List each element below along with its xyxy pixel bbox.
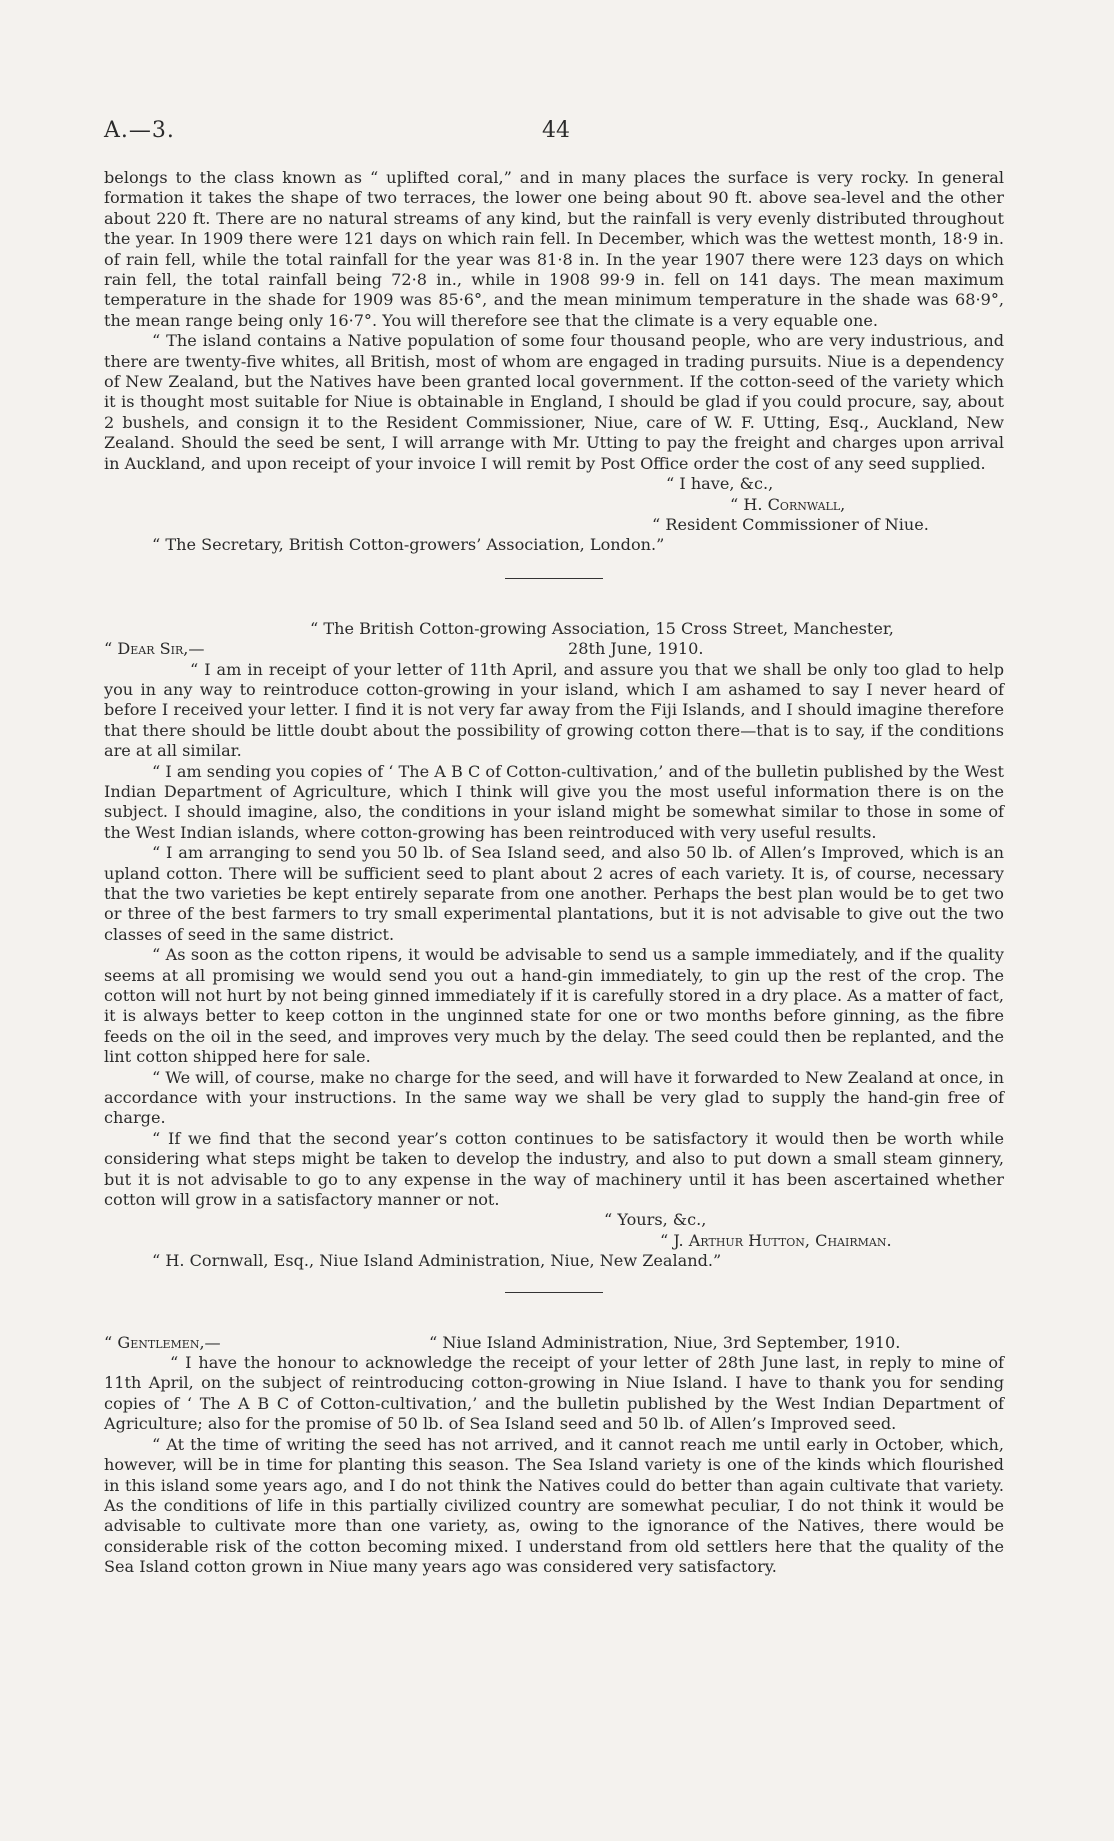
section-divider: [505, 1292, 603, 1293]
signature: “ J. Arthur Hutton, Chairman.: [660, 1230, 892, 1250]
paragraph: “ If we find that the second year’s cotton continues to be satisfactory it would then be worth while considering what steps might be taken to develop the industry, and also to put down a small steam ginnery, but it is not advisable to go to any expense in the way of machinery until it has been ascertained whether cotton will grow in a satisfactory manner or not.: [104, 1128, 1004, 1210]
sender-address: “ The British Cotton-growing Association, 15 Cross Street, Manchester,: [310, 618, 894, 638]
page-header: [104, 118, 1010, 146]
addressee: “ H. Cornwall, Esq., Niue Island Administration, Niue, New Zealand.”: [152, 1251, 722, 1271]
paragraph: “ The island contains a Native population of some four thousand people, who are very industrious, and there are twenty-five whites, all British, most of whom are engaged in trading pursuits. Niue is a dependency of New Zealand, but the Natives have been granted local government. If the cotton-seed of the variety which it is thought most suitable for Niue is obtainable in England, I should be glad if you could procure, say, about 2 bushels, and consign it to the Resident Commissioner, Niue, care of W. F. Utting, Esq., Auckland, New Zealand. Should the seed be sent, I will arrange with Mr. Utting to pay the freight and charges upon arrival in Auckland, and upon receipt of your invoice I will remit by Post Office order the cost of any seed supplied.: [104, 331, 1004, 473]
paragraph: “ We will, of course, make no charge for the seed, and will have it forwarded to New Zealand at once, in accordance with your instructions. In the same way we shall be very glad to supply the hand-gin free of charge.: [104, 1067, 1004, 1128]
salutation: “ Gentlemen,—: [104, 1332, 221, 1352]
letter-heading: [104, 619, 1004, 639]
closing: “ Yours, &c.,: [604, 1210, 707, 1230]
section-reference: A.—3.: [104, 118, 175, 143]
paragraph: “ I am in receipt of your letter of 11th April, and assure you that we shall be only too glad to help you in any way to reintroduce cotton-growing in your island, which I am ashamed to say I never heard of before I received your letter. I find it is not very far away from the Fiji Islands, and I should imagine therefore that there should be little doubt about the possibility of growing cotton there—that is to say, if the conditions are at all similar.: [104, 659, 1004, 761]
paragraph: “ I am sending you copies of ‘ The A B C of Cotton-cultivation,’ and of the bulletin published by the West Indian Department of Agriculture, which I think will give you the most useful information there is on the subject. I should imagine, also, the conditions in your island might be somewhat similar to those in some of the West Indian islands, where cotton-growing has been reintroduced with very useful results.: [104, 761, 1004, 842]
salutation: “ Dear Sir,—: [104, 639, 205, 659]
letter-heading: [104, 639, 1004, 659]
signature: “ H. Cornwall,: [730, 494, 846, 514]
paragraph: “ I am arranging to send you 50 lb. of Sea Island seed, and also 50 lb. of Allen’s Improved, which is an upland cotton. There will be sufficient seed to plant about 2 acres of each variety. It is, of course, necessary that the two varieties be kept entirely separate from one another. Perhaps the best plan would be to get two or three of the best farmers to try small experimental plantations, but it is not advisable to give out the two classes of seed in the same district.: [104, 843, 1004, 944]
letter-heading: [104, 1333, 1004, 1353]
addressee: “ The Secretary, British Cotton-growers’ Association, London.”: [152, 535, 665, 555]
paragraph: belongs to the class known as “ uplifted coral,” and in many places the surface is very rocky. In general formation it takes the shape of two terraces, the lower one being about 90 ft. above sea-level and the other about 220 ft. There are no natural streams of any kind, but the rainfall is very evenly distributed throughout the year. In 1909 there were 121 days on which rain fell. In December, which was the wettest month, 18·9 in. of rain fell, while the total rainfall for the year was 81·8 in. In the year 1907 there were 123 days on which rain fell, the total rainfall being 72·8 in., while in 1908 99·9 in. fell on 141 days. The mean maximum temperature in the shade for 1909 was 85·6°, and the mean minimum temperature in the shade was 68·9°, the mean range being only 16·7°. You will therefore see that the climate is a very equable one.: [104, 168, 1004, 330]
letter-date: 28th June, 1910.: [568, 639, 704, 659]
closing: “ I have, &c.,: [666, 474, 774, 494]
page-number: 44: [542, 118, 570, 143]
paragraph: “ At the time of writing the seed has not arrived, and it cannot reach me until early in October, which, however, will be in time for planting this season. The Sea Island variety is one of the kinds which flourished in this island some years ago, and I do not think the Natives could do better than again cultivate that variety. As the conditions of life in this partially civilized country are somewhat peculiar, I do not think it would be advisable to cultivate more than one variety, as, owing to the ignorance of the Natives, there would be considerable risk of the cotton becoming mixed. I understand from old settlers here that the quality of the Sea Island cotton grown in Niue many years ago was considered very satisfactory.: [104, 1434, 1004, 1577]
signer-title: “ Resident Commissioner of Niue.: [652, 514, 929, 534]
section-divider: [505, 578, 603, 579]
document-body: [104, 168, 1004, 1578]
sender-address: “ Niue Island Administration, Niue, 3rd September, 1910.: [429, 1332, 901, 1352]
paragraph: “ As soon as the cotton ripens, it would be advisable to send us a sample immediately, and if the quality seems at all promising we would send you out a hand-gin immediately, to gin up the rest of the crop. The cotton will not hurt by not being ginned immediately if it is carefully stored in a dry place. As a matter of fact, it is always better to keep cotton in the unginned state for one or two months before ginning, as the fibre feeds on the oil in the seed, and improves very much by the delay. The seed could then be replanted, and the lint cotton shipped here for sale.: [104, 945, 1004, 1067]
paragraph: “ I have the honour to acknowledge the receipt of your letter of 28th June last, in reply to mine of 11th April, on the subject of reintroducing cotton-growing in Niue Island. I have to thank you for sending copies of ‘ The A B C of Cotton-cultivation,’ and the bulletin published by the West Indian Department of Agriculture; also for the promise of 50 lb. of Sea Island seed and 50 lb. of Allen’s Improved seed.: [104, 1353, 1004, 1434]
